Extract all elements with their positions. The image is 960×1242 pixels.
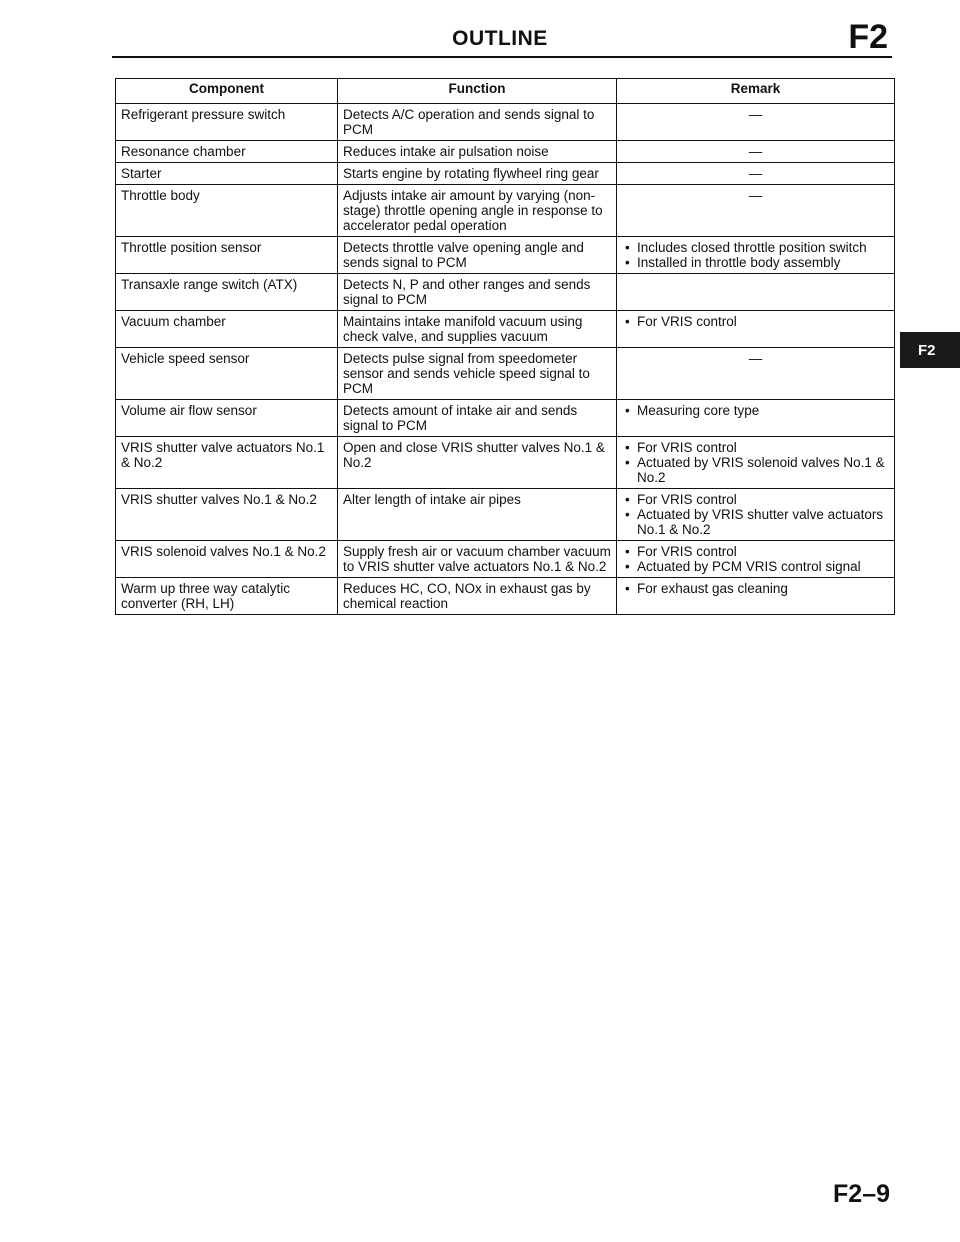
remark-item: • For VRIS control: [622, 440, 889, 455]
column-header-function: Function: [338, 79, 617, 104]
outline-table: [115, 78, 895, 615]
function-cell: Reduces HC, CO, NOx in exhaust gas by chemical reaction: [338, 578, 617, 615]
table-row: [116, 141, 895, 163]
table-row: [116, 541, 895, 578]
remark-cell: —: [617, 185, 895, 237]
table-row: [116, 348, 895, 400]
component-cell: Resonance chamber: [116, 141, 338, 163]
function-cell: Alter length of intake air pipes: [338, 489, 617, 541]
section-tab-label: F2: [918, 341, 936, 359]
column-header-remark: Remark: [617, 79, 895, 104]
table-row: [116, 489, 895, 541]
remark-list: [622, 544, 889, 574]
table-row: [116, 185, 895, 237]
function-cell: Detects A/C operation and sends signal to PCM: [338, 104, 617, 141]
remark-list: [622, 440, 889, 485]
function-cell: Starts engine by rotating flywheel ring gear: [338, 163, 617, 185]
remark-item: • Includes closed throttle position switch: [622, 240, 889, 255]
function-cell: Open and close VRIS shutter valves No.1 & No.2: [338, 437, 617, 489]
section-tab[interactable]: [900, 332, 960, 368]
function-cell: Supply fresh air or vacuum chamber vacuum to VRIS shutter valve actuators No.1 & No.2: [338, 541, 617, 578]
remark-cell: [617, 437, 895, 489]
remark-cell: —: [617, 141, 895, 163]
remark-item: • Installed in throttle body assembly: [622, 255, 889, 270]
table-row: [116, 400, 895, 437]
remark-cell: [617, 541, 895, 578]
remark-list: [622, 314, 889, 329]
remark-cell: —: [617, 348, 895, 400]
component-cell: VRIS shutter valve actuators No.1 & No.2: [116, 437, 338, 489]
page-title: OUTLINE: [452, 27, 548, 50]
table-body: [116, 104, 895, 615]
table-row: [116, 437, 895, 489]
remark-item: • For VRIS control: [622, 314, 889, 329]
table-row: [116, 163, 895, 185]
remark-cell: [617, 578, 895, 615]
component-cell: Starter: [116, 163, 338, 185]
header-divider: [112, 56, 892, 58]
function-cell: Detects pulse signal from speedometer sensor and sends vehicle speed signal to PCM: [338, 348, 617, 400]
remark-cell: —: [617, 163, 895, 185]
remark-item: • For VRIS control: [622, 492, 889, 507]
remark-cell: [617, 489, 895, 541]
remark-list: [622, 240, 889, 270]
component-cell: Throttle position sensor: [116, 237, 338, 274]
component-cell: Refrigerant pressure switch: [116, 104, 338, 141]
table-row: [116, 578, 895, 615]
remark-item: • For exhaust gas cleaning: [622, 581, 889, 596]
remark-list: [622, 403, 889, 418]
remark-item: • For VRIS control: [622, 544, 889, 559]
page-number: F2–9: [833, 1180, 890, 1208]
table-row: [116, 274, 895, 311]
remark-cell: [617, 400, 895, 437]
remark-cell: [617, 311, 895, 348]
column-header-component: Component: [116, 79, 338, 104]
function-cell: Detects throttle valve opening angle and sends signal to PCM: [338, 237, 617, 274]
remark-item: • Actuated by VRIS shutter valve actuators No.1 & No.2: [622, 507, 889, 537]
function-cell: Detects amount of intake air and sends signal to PCM: [338, 400, 617, 437]
function-cell: Detects N, P and other ranges and sends signal to PCM: [338, 274, 617, 311]
remark-item: • Actuated by VRIS solenoid valves No.1 & No.2: [622, 455, 889, 485]
component-cell: Warm up three way catalytic converter (RH, LH): [116, 578, 338, 615]
component-cell: Transaxle range switch (ATX): [116, 274, 338, 311]
component-cell: Volume air flow sensor: [116, 400, 338, 437]
table-row: [116, 237, 895, 274]
component-cell: Vehicle speed sensor: [116, 348, 338, 400]
remark-item: • Actuated by PCM VRIS control signal: [622, 559, 889, 574]
remark-item: • Measuring core type: [622, 403, 889, 418]
section-code: F2: [848, 18, 888, 56]
remark-list: [622, 492, 889, 537]
table-header-row: [116, 79, 895, 104]
component-cell: VRIS solenoid valves No.1 & No.2: [116, 541, 338, 578]
component-cell: VRIS shutter valves No.1 & No.2: [116, 489, 338, 541]
table-row: [116, 311, 895, 348]
remark-cell: [617, 237, 895, 274]
remark-cell: [617, 274, 895, 311]
function-cell: Reduces intake air pulsation noise: [338, 141, 617, 163]
component-cell: Vacuum chamber: [116, 311, 338, 348]
remark-cell: —: [617, 104, 895, 141]
component-cell: Throttle body: [116, 185, 338, 237]
function-cell: Maintains intake manifold vacuum using check valve, and supplies vacuum: [338, 311, 617, 348]
table-row: [116, 104, 895, 141]
function-cell: Adjusts intake air amount by varying (non-stage) throttle opening angle in response to accelerator pedal operation: [338, 185, 617, 237]
remark-list: [622, 581, 889, 596]
